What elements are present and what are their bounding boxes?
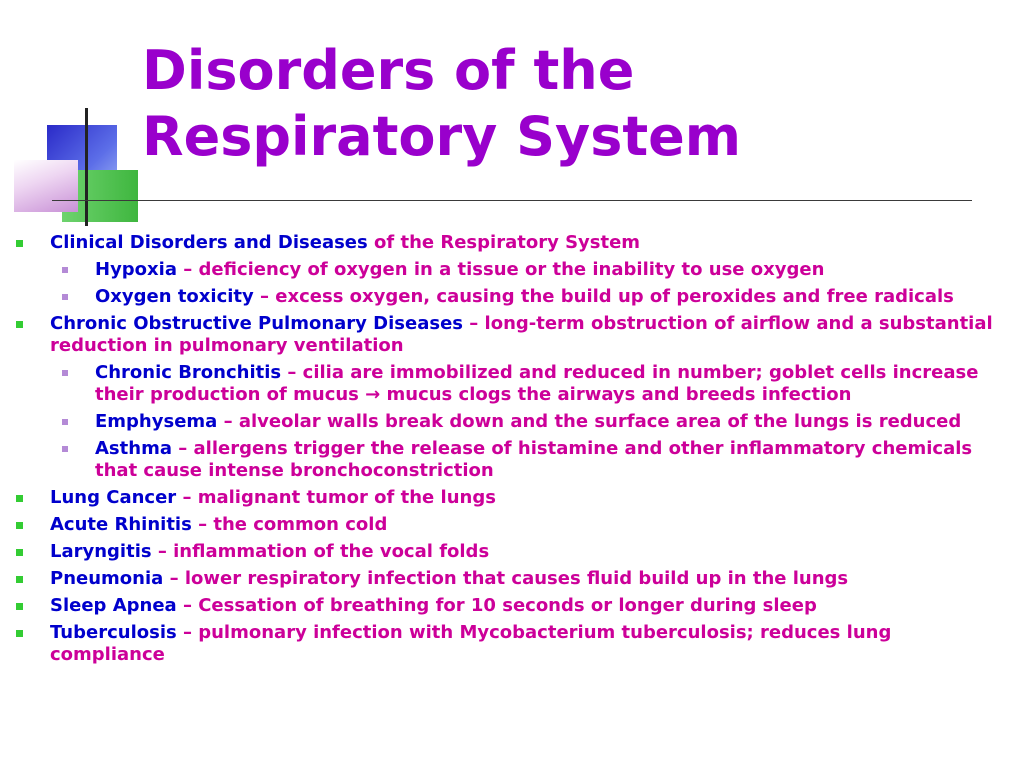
decor-pink-square	[14, 160, 78, 212]
list-item	[0, 568, 1024, 590]
list-item	[0, 595, 1024, 617]
bullet-square-icon	[62, 419, 68, 425]
item-definition: – Cessation of breathing for 10 seconds or longer during sleep	[176, 595, 817, 616]
bullet-square-icon	[62, 446, 68, 452]
bullet-square-icon	[16, 321, 23, 328]
item-definition: – allergens trigger the release of histamine and other inflammatory chemicals that cause intense bronchoconstriction	[95, 438, 973, 481]
bullet-square-icon	[62, 294, 68, 300]
item-term: Oxygen toxicity	[95, 286, 254, 307]
item-definition: – malignant tumor of the lungs	[176, 487, 496, 508]
item-definition: – lower respiratory infection that causes fluid build up in the lungs	[163, 568, 849, 589]
sub-list-item	[0, 411, 1024, 433]
slide-title-line1: Disorders of the	[142, 39, 635, 102]
item-term: Hypoxia	[95, 259, 177, 280]
item-definition: – alveolar walls break down and the surface area of the lungs is reduced	[217, 411, 962, 432]
item-definition: – inflammation of the vocal folds	[151, 541, 490, 562]
bullet-square-icon	[16, 549, 23, 556]
list-item	[0, 313, 1024, 357]
item-definition: – deficiency of oxygen in a tissue or the inability to use oxygen	[176, 259, 825, 280]
slide-title	[142, 38, 741, 170]
sub-list-item	[0, 259, 1024, 281]
sub-list-item	[0, 286, 1024, 308]
list-item	[0, 514, 1024, 536]
bullet-square-icon	[62, 267, 68, 273]
item-term: Tuberculosis	[50, 622, 177, 643]
list-item	[0, 622, 1024, 666]
bullet-square-icon	[16, 603, 23, 610]
list-item	[0, 487, 1024, 509]
item-definition: – long-term obstruction of airflow and a substantial reduction in pulmonary ventilation	[50, 313, 993, 356]
sub-list-item	[0, 362, 1024, 406]
bullet-square-icon	[16, 576, 23, 583]
item-term: Pneumonia	[50, 568, 164, 589]
bullet-square-icon	[62, 370, 68, 376]
item-term: Chronic Obstructive Pulmonary Diseases	[50, 313, 463, 334]
item-term: Asthma	[95, 438, 172, 459]
item-definition: – cilia are immobilized and reduced in number; goblet cells increase their production of mucus → mucus clogs the airways and breeds infection	[95, 362, 979, 405]
item-term: Chronic Bronchitis	[95, 362, 282, 383]
item-definition: – pulmonary infection with Mycobacterium tuberculosis; reduces lung compliance	[50, 622, 892, 665]
item-term: Laryngitis	[50, 541, 152, 562]
item-term: Emphysema	[95, 411, 218, 432]
bullet-list	[0, 232, 1024, 671]
item-term: Clinical Disorders and Diseases	[50, 232, 368, 253]
title-divider	[52, 200, 972, 201]
bullet-square-icon	[16, 240, 23, 247]
bullet-square-icon	[16, 630, 23, 637]
item-term: Acute Rhinitis	[50, 514, 192, 535]
item-definition: of the Respiratory System	[367, 232, 641, 253]
item-term: Lung Cancer	[50, 487, 177, 508]
list-item	[0, 232, 1024, 254]
decor-vertical-line	[85, 108, 88, 226]
bullet-square-icon	[16, 495, 23, 502]
item-definition: – excess oxygen, causing the build up of peroxides and free radicals	[253, 286, 954, 307]
sub-list-item	[0, 438, 1024, 482]
list-item	[0, 541, 1024, 563]
item-term: Sleep Apnea	[50, 595, 177, 616]
slide-title-line2: Respiratory System	[142, 105, 742, 168]
bullet-square-icon	[16, 522, 23, 529]
item-definition: – the common cold	[191, 514, 388, 535]
